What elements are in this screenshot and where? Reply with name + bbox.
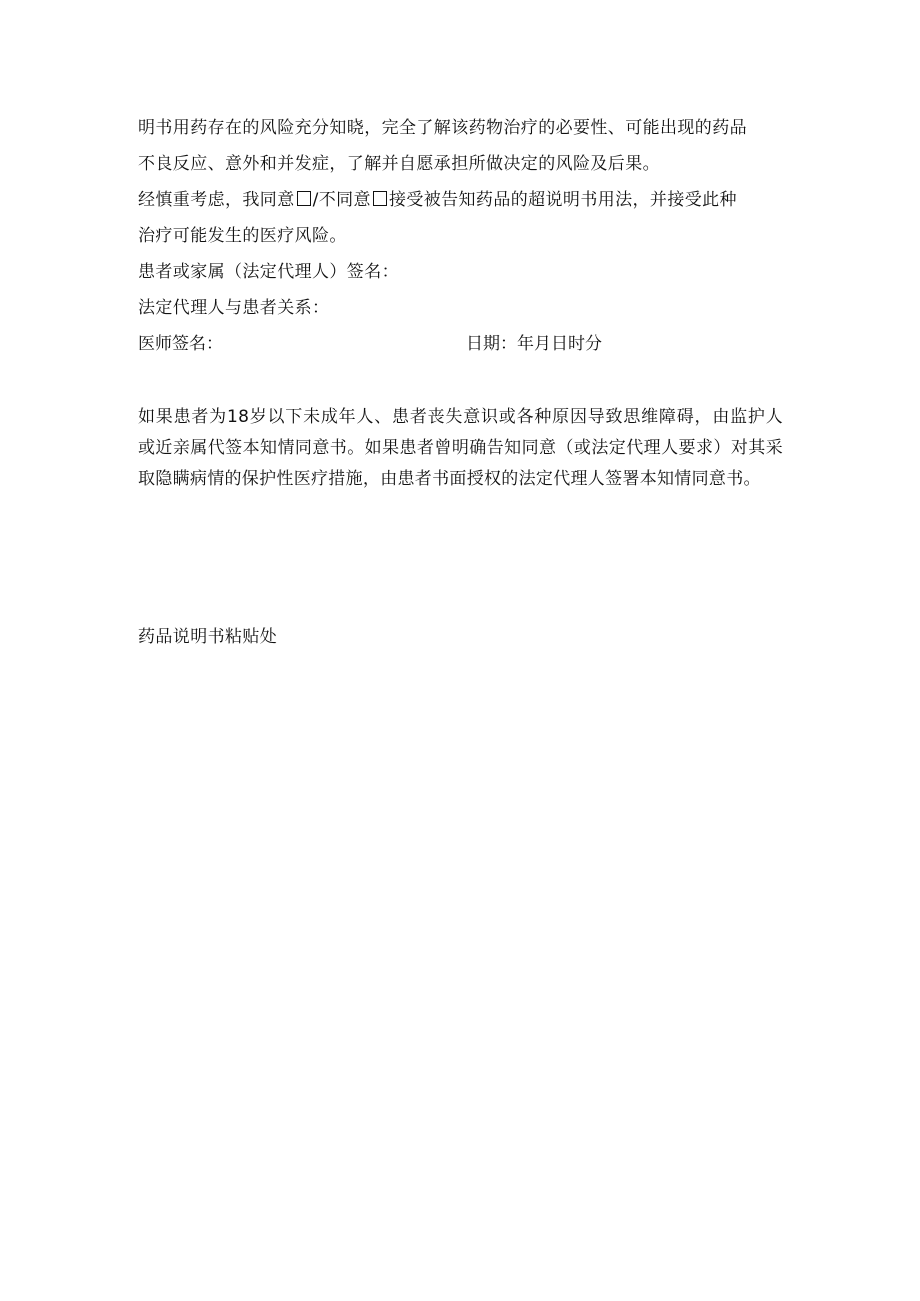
- consent-paragraph-line-1: 明书用药存在的风险充分知晓，完全了解该药物治疗的必要性、可能出现的药品: [138, 118, 747, 138]
- doctor-signature-row: [138, 334, 788, 354]
- drug-insert-label: 药品说明书粘贴处: [138, 627, 278, 647]
- consent-paragraph-line-2: 不良反应、意外和并发症，了解并自愿承担所做决定的风险及后果。: [138, 154, 660, 174]
- relation-label: 法定代理人与患者关系：: [138, 298, 330, 318]
- consent-choice-middle: /不同意: [312, 190, 371, 210]
- consent-paragraph-line-4: 治疗可能发生的医疗风险。: [138, 226, 347, 246]
- agree-checkbox[interactable]: [297, 191, 311, 206]
- patient-signature-label: 患者或家属（法定代理人）签名：: [138, 262, 399, 282]
- consent-choice-prefix: 经慎重考虑，我同意: [138, 190, 295, 210]
- consent-choice-suffix: 接受被告知药品的超说明书用法，并接受此种: [388, 190, 737, 210]
- consent-choice-line: [138, 190, 737, 210]
- doctor-signature-label: 医师签名：: [138, 334, 223, 354]
- date-label: 日期：年月日时分: [466, 334, 602, 354]
- guardian-note-paragraph: 如果患者为18岁以下未成年人、患者丧失意识或各种原因导致思维障碍，由监护人或近亲属代签本知情同意书。如果患者曾明确告知同意（或法定代理人要求）对其采取隐瞒病情的保护性医疗措施，由患者书面授权的法定代理人签署本知情同意书。: [138, 407, 783, 489]
- disagree-checkbox[interactable]: [373, 191, 387, 206]
